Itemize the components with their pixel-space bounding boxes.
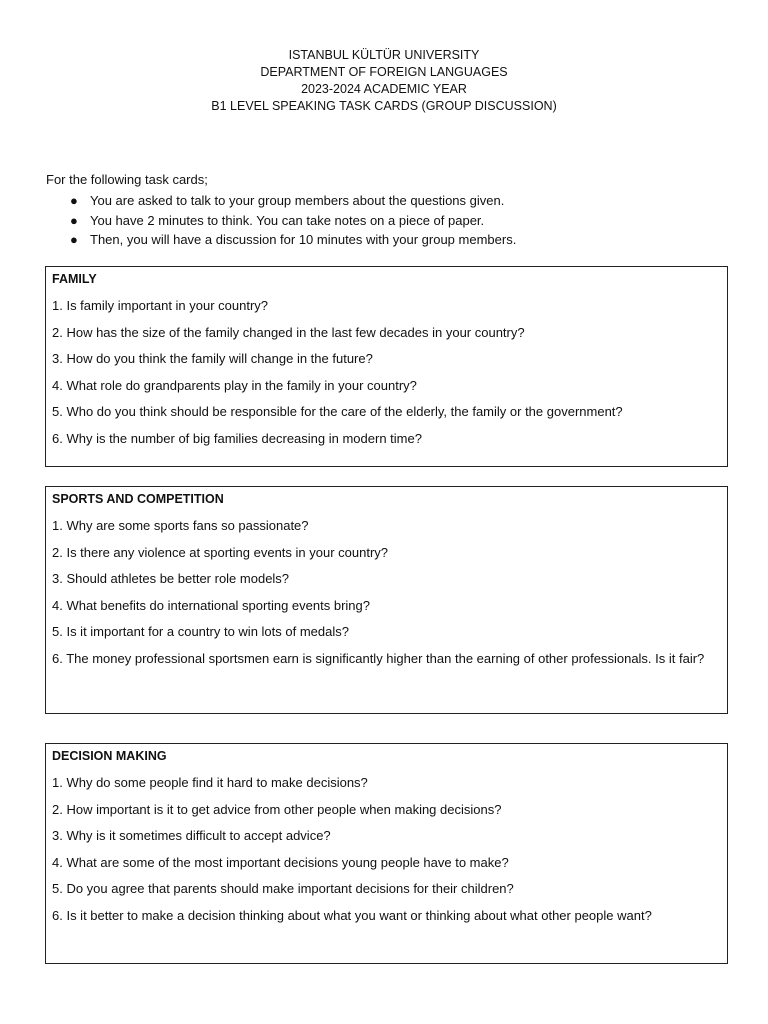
question: 1. Why do some people find it hard to make decisions? <box>52 775 368 790</box>
university-name: ISTANBUL KÜLTÜR UNIVERSITY <box>288 48 480 62</box>
task-card-decision-making <box>45 743 728 964</box>
academic-year: 2023-2024 ACADEMIC YEAR <box>301 82 467 96</box>
instruction-text: You have 2 minutes to think. You can take notes on a piece of paper. <box>90 212 485 228</box>
instruction-item <box>46 211 736 231</box>
question: 3. Why is it sometimes difficult to accept advice? <box>52 828 331 843</box>
question: 2. How important is it to get advice from other people when making decisions? <box>52 801 502 817</box>
instructions <box>46 171 736 250</box>
question: 4. What are some of the most important decisions young people have to make? <box>52 854 509 870</box>
question: 4. What benefits do international sporting events bring? <box>52 597 370 613</box>
document-header <box>0 47 768 115</box>
bullet-icon: ● <box>70 232 78 247</box>
question: 5. Who do you think should be responsible for the care of the elderly, the family or the government? <box>52 404 623 419</box>
card-title: FAMILY <box>52 272 97 286</box>
question: 5. Do you agree that parents should make important decisions for their children? <box>52 881 514 896</box>
question: 1. Why are some sports fans so passionate? <box>52 518 309 533</box>
instructions-lead: For the following task cards; <box>46 172 208 187</box>
question: 1. Is family important in your country? <box>52 298 269 313</box>
card-title: SPORTS AND COMPETITION <box>52 492 224 506</box>
task-card-family <box>45 266 728 467</box>
instructions-list <box>46 191 736 250</box>
instruction-text: Then, you will have a discussion for 10 minutes with your group members. <box>90 232 517 247</box>
instruction-item <box>46 191 736 211</box>
question: 6. Is it better to make a decision thinking about what you want or thinking about what other people want? <box>52 907 652 923</box>
bullet-icon: ● <box>70 193 78 208</box>
instruction-text: You are asked to talk to your group members about the questions given. <box>90 193 505 208</box>
department-name: DEPARTMENT OF FOREIGN LANGUAGES <box>260 65 508 79</box>
instruction-item <box>46 230 736 250</box>
question: 6. The money professional sportsmen earn is significantly higher than the earning of other professionals. Is it fair? <box>52 650 705 666</box>
question: 6. Why is the number of big families decreasing in modern time? <box>52 430 422 446</box>
question: 3. How do you think the family will change in the future? <box>52 351 373 366</box>
document-title: B1 LEVEL SPEAKING TASK CARDS (GROUP DISCUSSION) <box>211 99 557 113</box>
question: 3. Should athletes be better role models? <box>52 571 290 586</box>
question: 4. What role do grandparents play in the family in your country? <box>52 377 417 393</box>
question: 2. Is there any violence at sporting events in your country? <box>52 544 389 560</box>
bullet-icon: ● <box>70 212 78 228</box>
question: 5. Is it important for a country to win lots of medals? <box>52 624 349 639</box>
task-card-sports <box>45 486 728 714</box>
question: 2. How has the size of the family changed in the last few decades in your country? <box>52 324 525 340</box>
card-title: DECISION MAKING <box>52 749 167 763</box>
